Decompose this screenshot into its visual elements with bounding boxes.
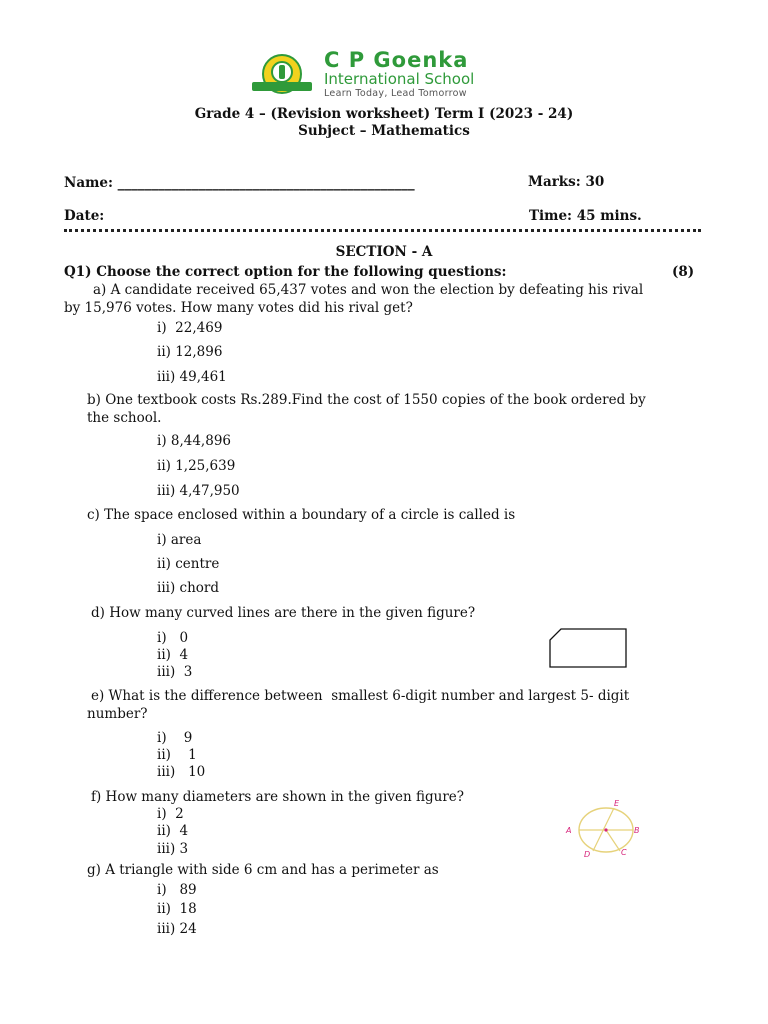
circle-label-a: A — [566, 826, 572, 835]
option: iii) chord — [157, 580, 219, 596]
option: ii) 4 — [157, 823, 189, 839]
worksheet-subject: Subject – Mathematics — [298, 123, 470, 139]
school-logo — [252, 47, 524, 99]
option: ii) 1 — [157, 747, 197, 763]
option: iii) 3 — [157, 664, 193, 680]
option: iii) 10 — [157, 764, 206, 780]
option: ii) 1,25,639 — [157, 458, 236, 474]
question-f: f) How many diameters are shown in the given figure? — [91, 789, 465, 805]
circle-diameters-figure — [560, 796, 642, 858]
time-label: Time: 45 mins. — [529, 208, 642, 224]
question-d: d) How many curved lines are there in the given figure? — [91, 605, 476, 621]
worksheet-title: Grade 4 – (Revision worksheet) Term I (2023 - 24) — [194, 106, 574, 122]
school-name-sub: International School — [324, 69, 475, 88]
circle-label-d: D — [584, 850, 591, 858]
q1-marks: (8) — [672, 264, 695, 280]
question-e-line1: e) What is the difference between smallest 6-digit number and largest 5- digit — [91, 688, 630, 704]
marks-label: Marks: 30 — [528, 174, 605, 190]
circle-label-e: E — [614, 799, 620, 808]
option: ii) centre — [157, 556, 220, 572]
question-g: g) A triangle with side 6 cm and has a perimeter as — [87, 862, 439, 878]
date-field: Date: — [64, 208, 105, 224]
question-b-line1: b) One textbook costs Rs.289.Find the cost of 1550 copies of the book ordered by — [87, 392, 646, 408]
q1-heading: Q1) Choose the correct option for the following questions: — [64, 264, 507, 280]
option: i) 0 — [157, 630, 189, 646]
question-a-line2: by 15,976 votes. How many votes did his rival get? — [64, 300, 413, 316]
option: iii) 24 — [157, 921, 197, 937]
option: iii) 4,47,950 — [157, 483, 240, 499]
dotted-divider — [64, 229, 701, 235]
option: ii) 18 — [157, 901, 197, 917]
clipped-rectangle-figure — [549, 628, 627, 668]
option: i) 2 — [157, 806, 184, 822]
option: i) area — [157, 532, 202, 548]
option: ii) 12,896 — [157, 344, 223, 360]
school-crest-icon — [252, 52, 316, 96]
school-tagline: Learn Today, Lead Tomorrow — [324, 87, 467, 99]
option: i) 9 — [157, 730, 193, 746]
option: ii) 4 — [157, 647, 189, 663]
section-heading: SECTION - A — [335, 244, 433, 260]
circle-label-b: B — [634, 826, 640, 835]
option: i) 8,44,896 — [157, 433, 231, 449]
option: i) 22,469 — [157, 320, 223, 336]
option: iii) 49,461 — [157, 369, 227, 385]
school-name: C P Goenka — [324, 47, 469, 72]
circle-label-c: C — [621, 848, 627, 857]
question-e-line2: number? — [87, 706, 148, 722]
question-a-line1: a) A candidate received 65,437 votes and won the election by defeating his rival — [93, 282, 644, 298]
question-c: c) The space enclosed within a boundary of a circle is called is — [87, 507, 516, 523]
question-b-line2: the school. — [87, 410, 162, 426]
name-field: Name: ____________________________________________ — [64, 175, 415, 191]
option: iii) 3 — [157, 841, 189, 857]
option: i) 89 — [157, 882, 197, 898]
